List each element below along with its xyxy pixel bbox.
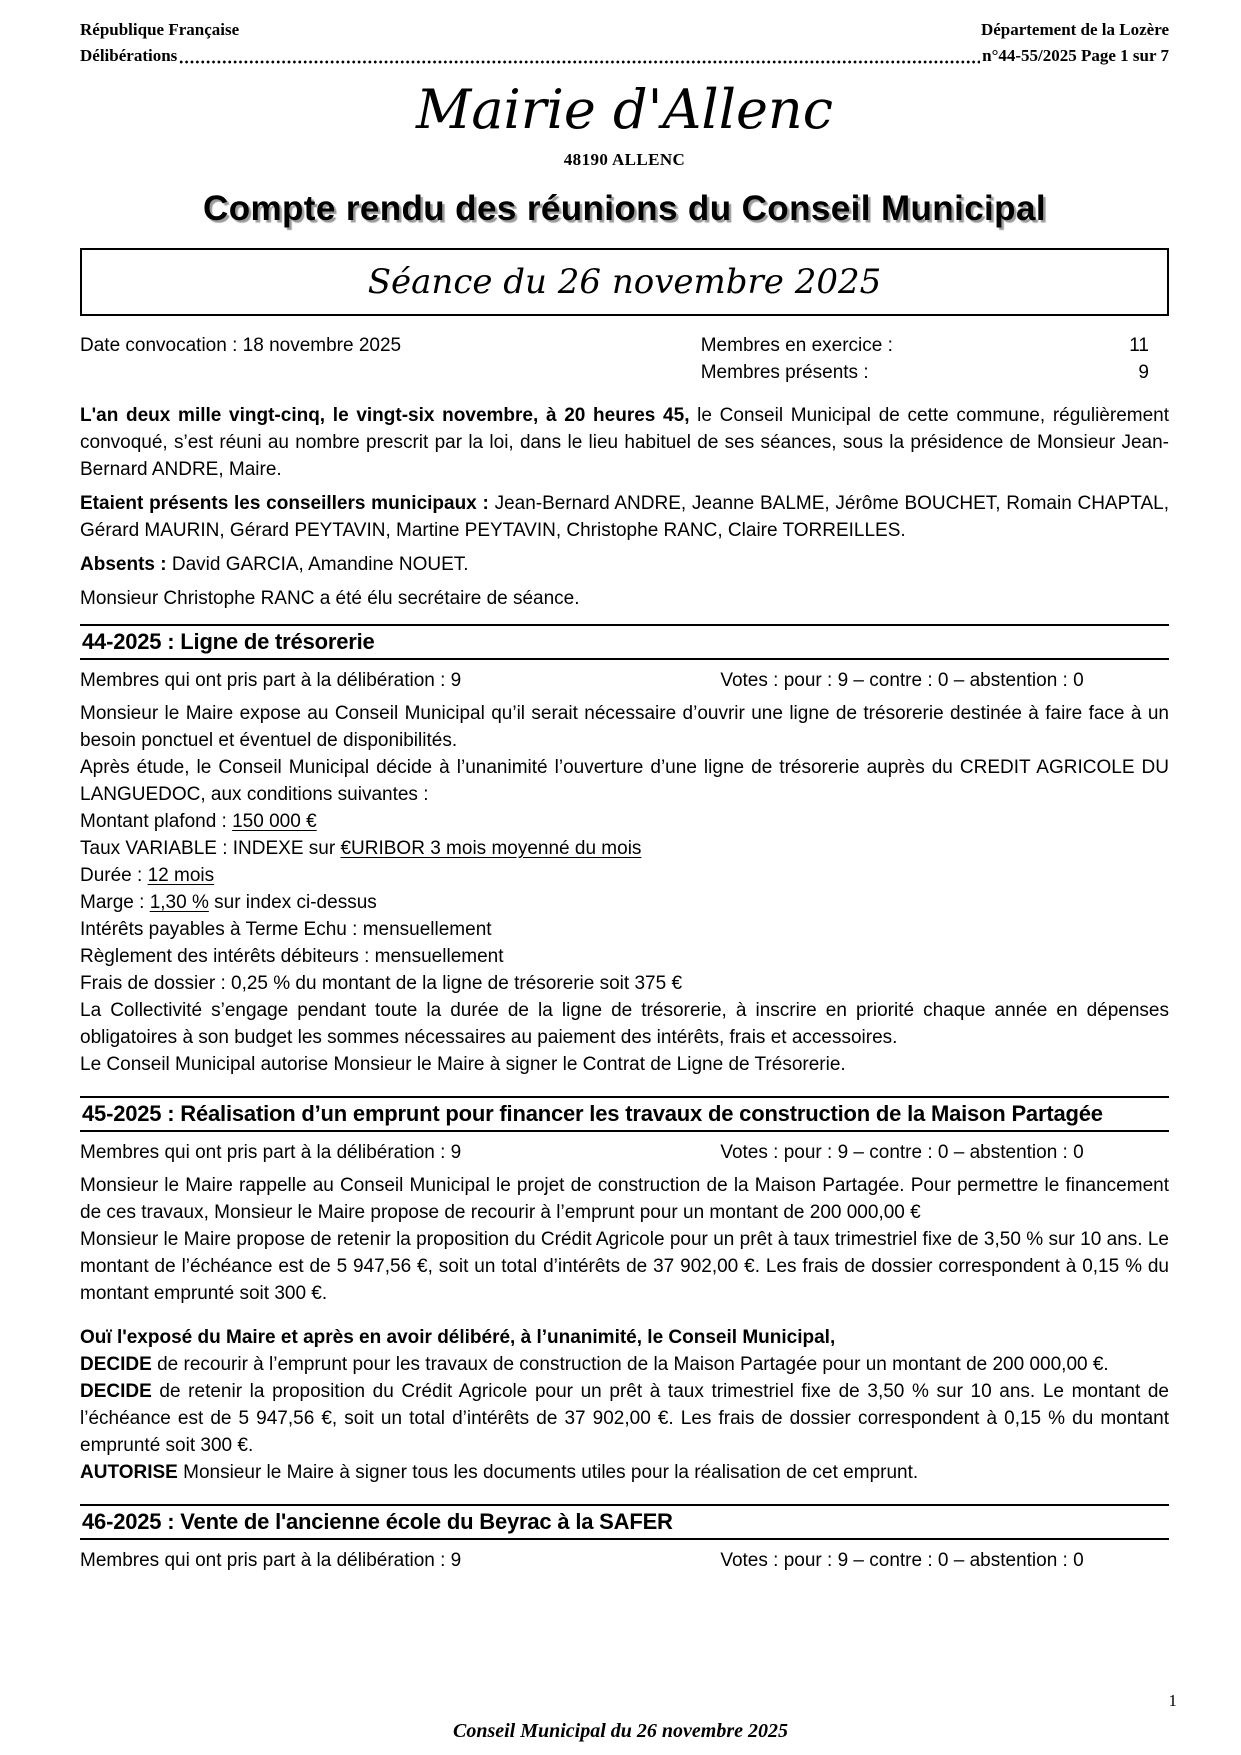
votes-summary: Votes : pour : 9 – contre : 0 – abstention : 0 (720, 670, 1084, 691)
meeting-meta (80, 332, 1169, 388)
dot-leader (179, 51, 980, 66)
paragraph: Frais de dossier : 0,25 % du montant de la ligne de trésorerie soit 375 € (80, 973, 683, 994)
page-number: 1 (1168, 1691, 1177, 1710)
paragraph: Durée : 12 mois (80, 865, 215, 886)
convocation-date: Date convocation : 18 novembre 2025 (80, 335, 402, 356)
paragraph: AUTORISE Monsieur le Maire à signer tous les documents utiles pour la réalisation de cet emprunt. (80, 1462, 919, 1483)
section-title: 45-2025 : Réalisation d’un emprunt pour financer les travaux de construction de la Maison Partagée (80, 1096, 1169, 1132)
paragraph: Monsieur le Maire rappelle au Conseil Municipal le projet de construction de la Maison Partagée. Pour permettre le financement de ces travaux, Monsieur le Maire propose de recourir à l’emprunt pour un montant de 200 000,00 € (80, 1175, 1169, 1223)
deliberation-section-46-2025 (80, 1504, 1169, 1574)
footer-caption: Conseil Municipal du 26 novembre 2025 (452, 1720, 789, 1742)
paragraph: Intérêts payables à Terme Echu : mensuellement (80, 919, 492, 940)
paragraph: DECIDE de retenir la proposition du Crédit Agricole pour un prêt à taux trimestriel fixe de 3,50 % sur 10 ans. Le montant de l’échéance est de 5 947,56 €, soit un total d’intérêts de 37 902,00 €. Les frais de dossier correspondent à 0,15 % du montant emprunté soit 300 €. (80, 1381, 1169, 1456)
paragraph: La Collectivité s’engage pendant toute la durée de la ligne de trésorerie, à inscrire en priorité chaque année en dépenses obligatoires à son budget les sommes nécessaires au paiement des intérêts, frais et accessoires. (80, 1000, 1169, 1048)
deliberation-count-row (80, 667, 1169, 694)
paragraph: Marge : 1,30 % sur index ci-dessus (80, 892, 377, 913)
page-header (80, 20, 1169, 66)
membres-exercice-label: Membres en exercice : (700, 335, 893, 356)
members-count: Membres qui ont pris part à la délibération : 9 (80, 1550, 462, 1571)
deliberation-number: n°44-55/2025 Page 1 sur 7 (982, 46, 1169, 65)
paragraph: Monsieur le Maire propose de retenir la proposition du Crédit Agricole pour un prêt à taux trimestriel fixe de 3,50 % sur 10 ans. Le montant de l’échéance est de 5 947,56 €, soit un total d’intérêts de 37 902,00 €. Les frais de dossier correspondent à 0,15 % du montant emprunté soit 300 €. (80, 1229, 1169, 1304)
document-title: Compte rendu des réunions du Conseil Municipal (203, 189, 1046, 228)
republique-label: République Française (80, 20, 240, 39)
deliberation-section-45-2025 (80, 1096, 1169, 1486)
deliberations-label: Délibérations (80, 46, 178, 65)
membres-presents-label: Membres présents : (700, 362, 869, 383)
paragraph: Le Conseil Municipal autorise Monsieur le Maire à signer le Contrat de Ligne de Trésorerie. (80, 1054, 846, 1075)
section-body (80, 1172, 1169, 1486)
paragraph: Taux VARIABLE : INDEXE sur €URIBOR 3 mois moyenné du mois (80, 838, 642, 859)
votes-summary: Votes : pour : 9 – contre : 0 – abstention : 0 (720, 1142, 1084, 1163)
paragraph: Après étude, le Conseil Municipal décide à l’unanimité l’ouverture d’une ligne de trésorerie auprès du CREDIT AGRICOLE DU LANGUEDOC, aux conditions suivantes : (80, 757, 1169, 805)
paragraph: Monsieur Christophe RANC a été élu secrétaire de séance. (80, 588, 580, 609)
departement-label: Département de la Lozère (980, 20, 1169, 39)
section-title: 46-2025 : Vente de l'ancienne école du Beyrac à la SAFER (80, 1504, 1169, 1540)
deliberation-section-44-2025 (80, 624, 1169, 1078)
membres-presents-value: 9 (1138, 362, 1149, 383)
paragraph: Règlement des intérêts débiteurs : mensuellement (80, 946, 504, 967)
session-title: Séance du 26 novembre 2025 (367, 262, 882, 302)
deliberation-count-row (80, 1139, 1169, 1166)
section-title: 44-2025 : Ligne de trésorerie (80, 624, 1169, 660)
membres-exercice-value: 11 (1129, 335, 1149, 356)
paragraph: Ouï l'exposé du Maire et après en avoir délibéré, à l’unanimité, le Conseil Municipal, (80, 1327, 836, 1348)
paragraph: Montant plafond : 150 000 € (80, 811, 317, 832)
mairie-script-title: Mairie d'Allenc (416, 78, 833, 141)
session-banner (80, 248, 1169, 316)
deliberation-count-row (80, 1547, 1169, 1574)
paragraph: Etaient présents les conseillers municipaux : Jean-Bernard ANDRE, Jeanne BALME, Jérôme BOUCHET, Romain CHAPTAL, Gérard MAURIN, Gérard PEYTAVIN, Martine PEYTAVIN, Christophe RANC, Claire TORREILLES. (80, 493, 1169, 541)
members-count: Membres qui ont pris part à la délibération : 9 (80, 670, 462, 691)
commune-address: 48190 ALLENC (563, 150, 686, 169)
paragraph: Monsieur le Maire expose au Conseil Municipal qu’il serait nécessaire d’ouvrir une ligne de trésorerie destinée à faire face à un besoin ponctuel et éventuel de disponibilités. (80, 703, 1169, 751)
paragraph: DECIDE de recourir à l’emprunt pour les travaux de construction de la Maison Partagée pour un montant de 200 000,00 €. (80, 1354, 1109, 1375)
section-body (80, 700, 1169, 1078)
paragraph: Absents : David GARCIA, Amandine NOUET. (80, 554, 469, 575)
deliberations-list (80, 624, 1169, 1574)
votes-summary: Votes : pour : 9 – contre : 0 – abstention : 0 (720, 1550, 1084, 1571)
paragraph: L'an deux mille vingt-cinq, le vingt-six novembre, à 20 heures 45, le Conseil Municipal de cette commune, régulièrement convoqué, s’est réuni au nombre prescrit par la loi, dans le lieu habituel de ses séances, sous la présidence de Monsieur Jean-Bernard ANDRE, Maire. (80, 405, 1169, 480)
intro-block (80, 402, 1169, 612)
members-count: Membres qui ont pris part à la délibération : 9 (80, 1142, 462, 1163)
